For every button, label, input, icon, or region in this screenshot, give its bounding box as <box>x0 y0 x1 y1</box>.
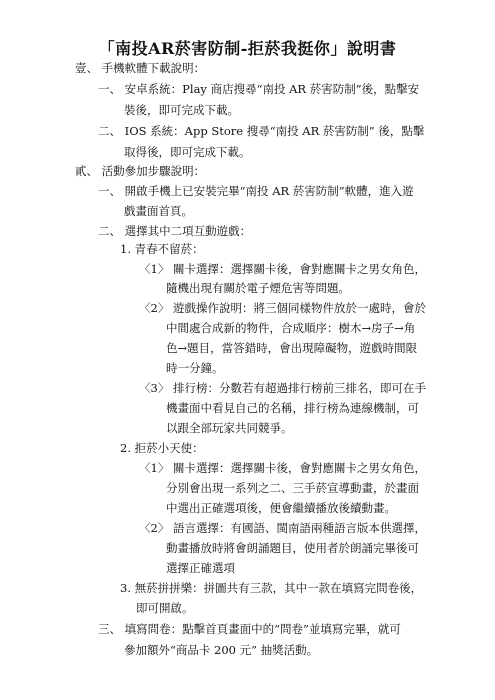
list-item-cont: 戲畫面首頁。 <box>124 204 193 218</box>
subsection-heading: 3. 無菸拼拼樂：拼圖共有三款，其中一款在填寫完問卷後， <box>120 581 423 595</box>
sub-item-cont: 中間處合成新的物件，合成順序：樹木→房子→角 <box>166 321 416 335</box>
list-item: 一、 開啟手機上已安裝完畢“南投 AR 菸害防制”軟體，進入遊 <box>98 184 414 198</box>
subsection-heading: 1. 青春不留菸： <box>120 242 204 256</box>
subsection-heading: 2. 拒菸小天使： <box>120 441 204 455</box>
sub-item-cont: 以跟全部玩家共同競爭。 <box>166 421 293 435</box>
sub-item-cont: 時一分鐘。 <box>166 361 224 375</box>
list-item-cont: 參加額外“商品卡 200 元” 抽獎活動。 <box>124 643 319 657</box>
sub-item-cont: 選擇正確選項 <box>166 561 235 575</box>
document-title: 「南投AR菸害防制-拒菸我挺你」說明書 <box>98 39 397 58</box>
section-heading-2: 貳、 活動參加步驟說明： <box>75 164 206 178</box>
sub-item-cont: 隨機出現有關於電子煙危害等問題。 <box>166 281 350 295</box>
sub-item: 〈3〉 排行榜：分數若有超過排行榜前三排名，即可在手 <box>139 381 426 395</box>
sub-item-cont: 色→題目，當答錯時，會出現障礙物，遊戲時間限 <box>166 341 418 355</box>
sub-item: 〈2〉 語言選擇：有國語、閩南語兩種語言版本供選擇， <box>139 521 426 535</box>
list-item: 三、 填寫問卷：點擊首頁畫面中的“問卷”並填寫完畢，就可 <box>98 622 401 636</box>
list-item: 二、 選擇其中二項互動遊戲： <box>98 224 252 238</box>
list-item-cont: 裝後，即可完成下載。 <box>124 103 239 117</box>
sub-item-cont: 機畫面中看見自己的名稱，排行榜為連線機制，可 <box>166 401 419 415</box>
list-item: 一、 安卓系統：Play 商店搜尋“南投 AR 菸害防制”後，點擊安 <box>98 82 420 96</box>
subsection-cont: 即可開啟。 <box>136 601 194 615</box>
section-heading-1: 壹、 手機軟體下載說明： <box>75 61 206 75</box>
sub-item-cont: 中選出正確選項後，便會繼續播放後續動畫。 <box>166 501 396 515</box>
sub-item-cont: 動畫播放時將會朗誦題目，使用者於朗誦完畢後可 <box>166 541 419 555</box>
sub-item: 〈1〉 關卡選擇：選擇關卡後，會對應關卡之男女角色， <box>139 461 426 475</box>
list-item-cont: 取得後，即可完成下載。 <box>124 145 251 159</box>
sub-item: 〈1〉 關卡選擇：選擇關卡後，會對應關卡之男女角色， <box>139 262 426 276</box>
sub-item-cont: 分別會出現一系列之二、三手菸宣導動畫，於畫面 <box>166 481 419 495</box>
sub-item: 〈2〉 遊戲操作說明：將三個同樣物件放於一處時，會於 <box>139 301 426 315</box>
list-item: 二、 IOS 系統：App Store 搜尋“南投 AR 菸害防制” 後，點擊 <box>98 124 425 138</box>
